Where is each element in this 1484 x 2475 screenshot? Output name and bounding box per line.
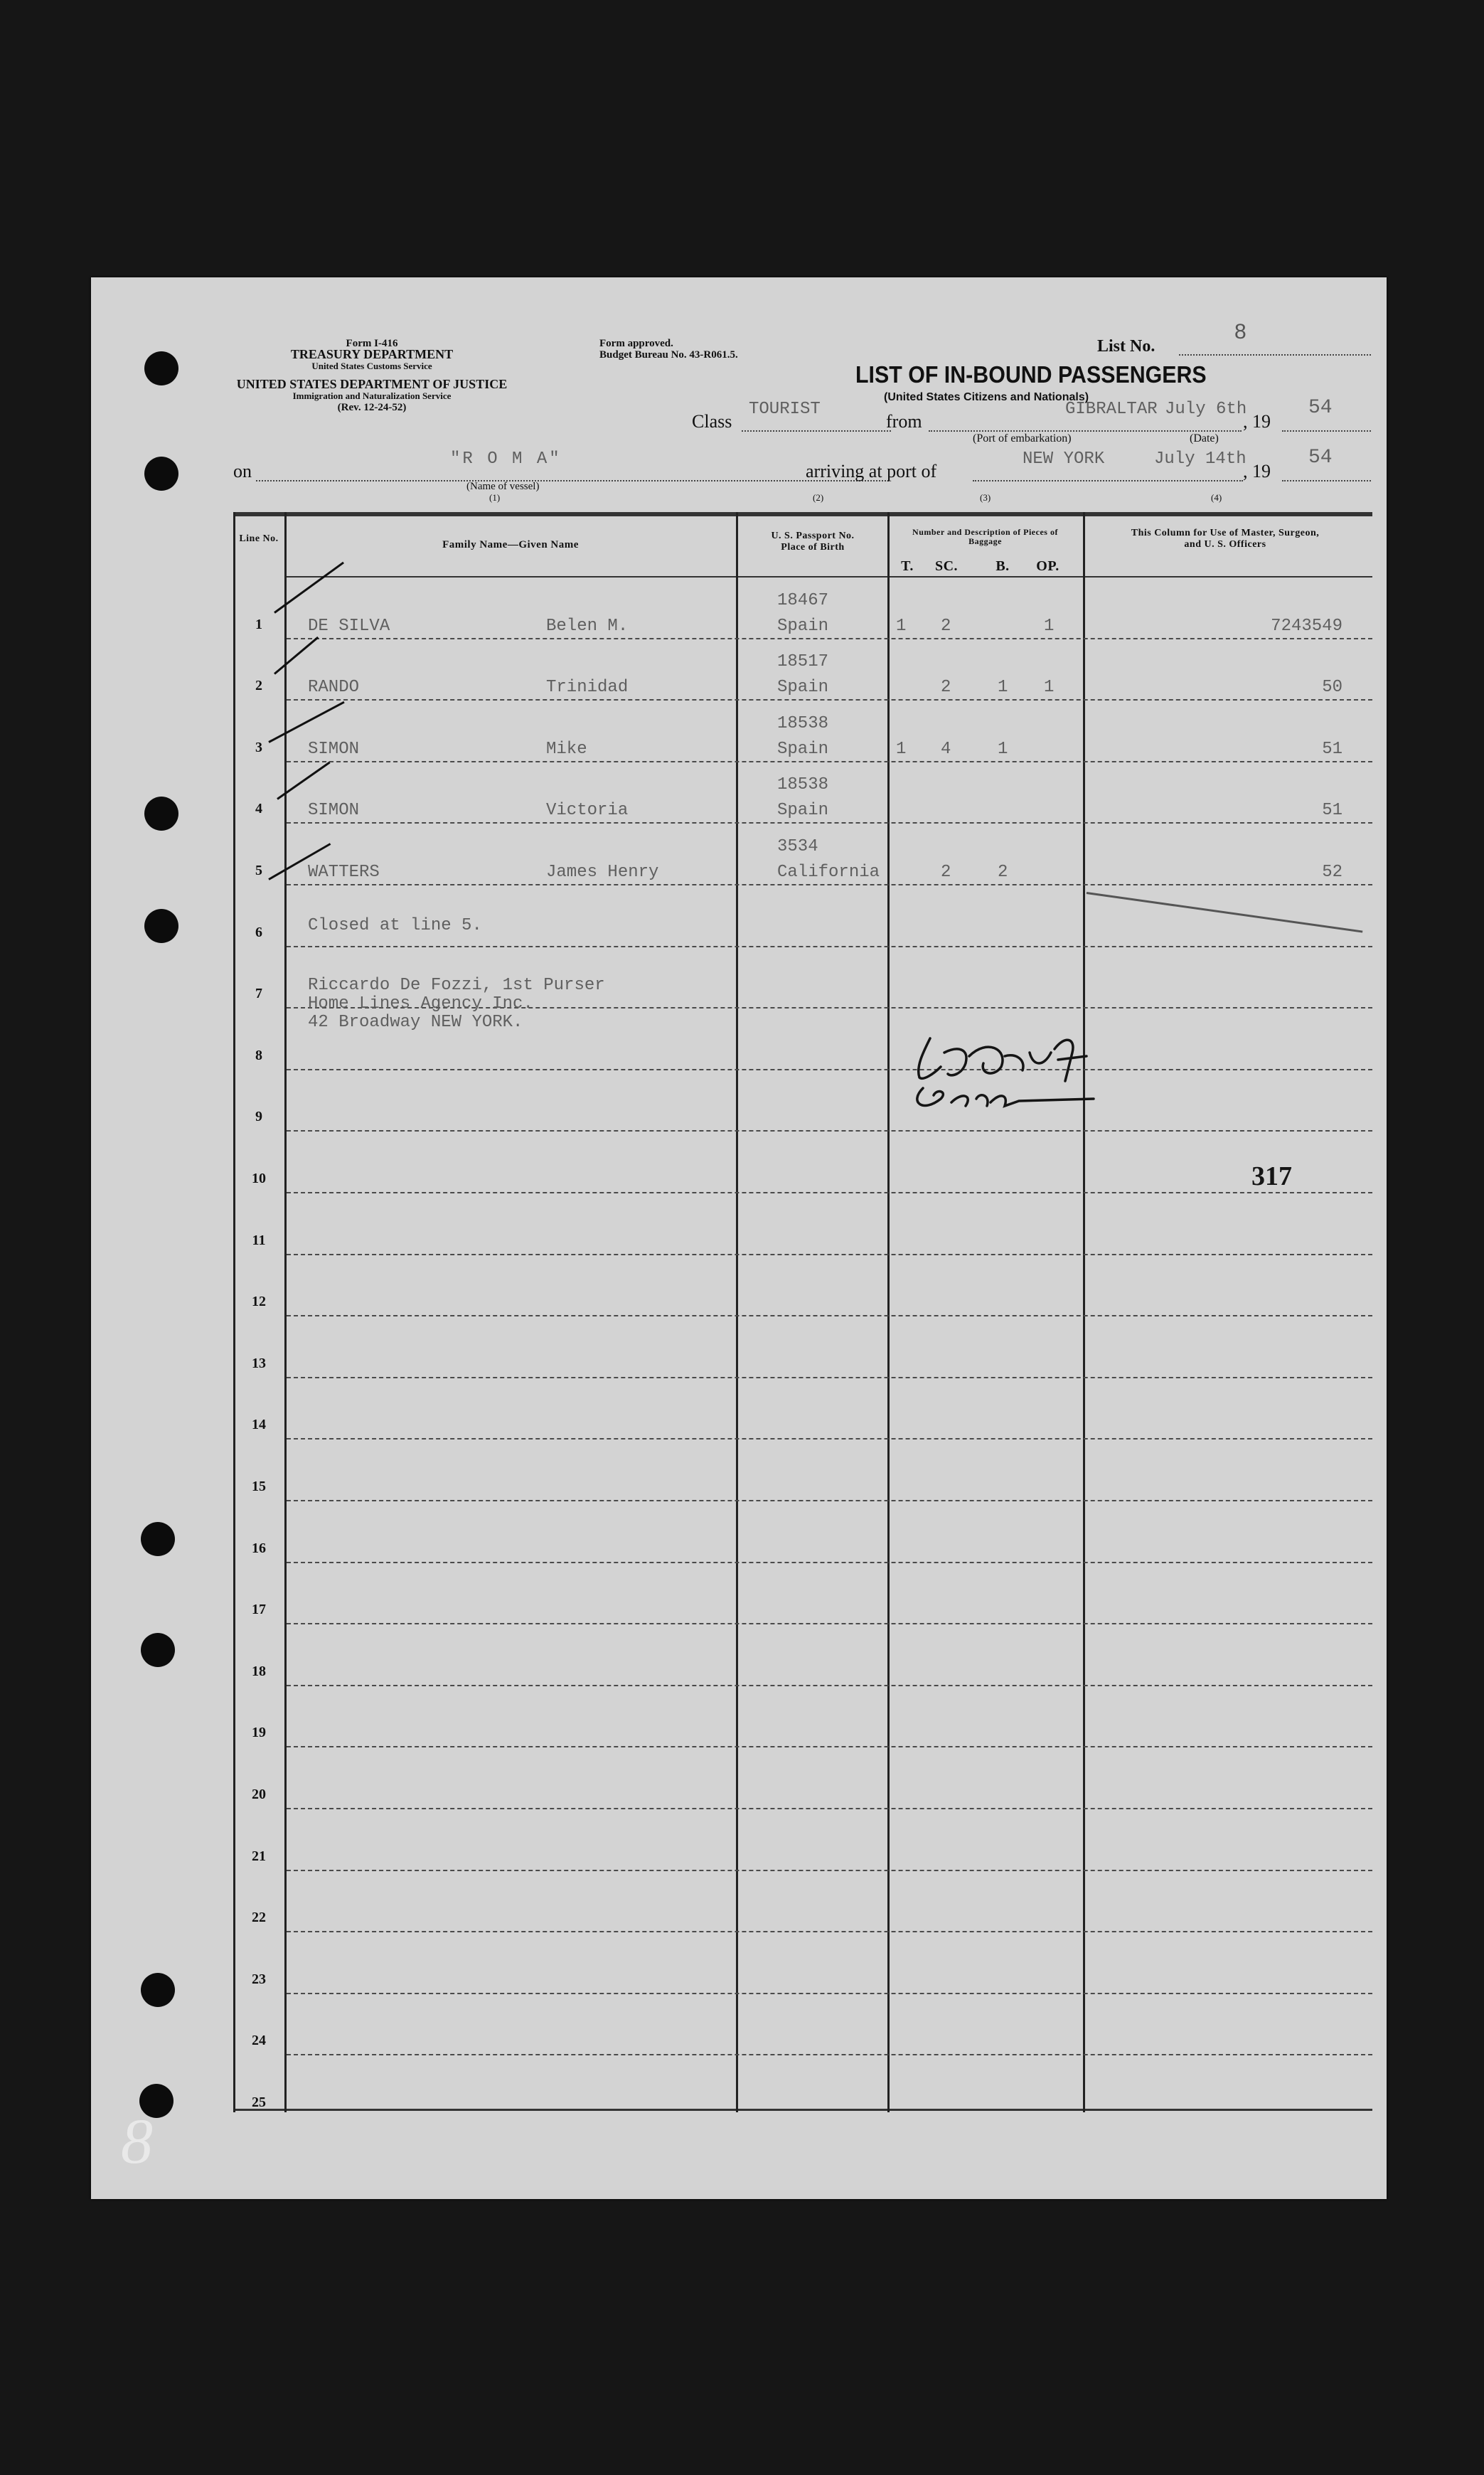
arriving-label: arriving at port of <box>806 461 937 481</box>
row-divider <box>287 946 1372 947</box>
baggage-suitcases: 2 <box>941 616 951 636</box>
baggage-other: 1 <box>1044 616 1055 636</box>
passenger-family-name: DE SILVA <box>308 616 390 636</box>
form-id: Form I-416 <box>346 338 398 349</box>
line-number: 20 <box>252 1787 266 1802</box>
agency-customs: United States Customs Service <box>311 361 432 371</box>
punch-hole <box>144 351 178 385</box>
row-divider <box>287 761 1372 762</box>
class-line <box>742 430 891 432</box>
header-baggage-op: OP. <box>1036 558 1059 574</box>
row-divider <box>287 1623 1372 1624</box>
col-divider-passport <box>887 512 890 2112</box>
vessel-line <box>256 480 889 481</box>
col-divider-line <box>284 512 287 2112</box>
passenger-family-name: RANDO <box>308 678 360 698</box>
line-number: 25 <box>252 2095 266 2110</box>
year-prefix-2: , 19 <box>1243 461 1271 481</box>
line-number: 24 <box>252 2033 266 2049</box>
table-bottom-border <box>233 2109 1372 2111</box>
punch-hole <box>141 1633 175 1667</box>
row-divider <box>287 1192 1372 1193</box>
row-divider <box>287 1130 1372 1132</box>
header-officers: This Column for Use of Master, Surgeon, and U. S. Officers <box>1131 528 1320 550</box>
header-divider <box>284 576 1372 578</box>
baggage-trunks: 1 <box>896 739 907 759</box>
header-baggage: Number and Description of Pieces of Baggage <box>912 527 1058 546</box>
table-top-border <box>233 512 1372 516</box>
col-divider-baggage <box>1083 512 1085 2112</box>
line-number: 3 <box>255 739 262 755</box>
line-number: 19 <box>252 1725 266 1741</box>
caption-1: (1) <box>489 492 501 503</box>
punch-hole <box>144 909 178 943</box>
on-label: on <box>233 461 252 481</box>
form-approved: Form approved. <box>599 338 673 349</box>
line-number: 16 <box>252 1540 266 1556</box>
table-left-border <box>233 512 235 2112</box>
arrival-line <box>973 480 1243 481</box>
line-number: 2 <box>255 678 262 694</box>
passenger-family-name: WATTERS <box>308 863 380 882</box>
punch-hole <box>141 1973 175 2007</box>
baggage-suitcases: 4 <box>941 739 951 759</box>
passenger-birthplace: Spain <box>777 616 829 636</box>
passenger-given-name: Trinidad <box>546 678 629 698</box>
passenger-family-name: SIMON <box>308 739 360 759</box>
purser-line-2: Home Lines Agency Inc. <box>308 994 533 1013</box>
officer-column-value: 50 <box>1322 678 1342 698</box>
officer-column-value: 7243549 <box>1271 616 1342 636</box>
purser-line-1: Riccardo De Fozzi, 1st Purser <box>308 976 605 995</box>
line-number: 6 <box>255 924 262 940</box>
agency-ins: Immigration and Naturalization Service <box>292 390 452 401</box>
baggage-suitcases: 2 <box>941 863 951 882</box>
passenger-given-name: Victoria <box>546 801 629 821</box>
stamp-number: 317 <box>1251 1161 1292 1191</box>
date-caption: (Date) <box>1190 432 1219 445</box>
punch-hole <box>141 1522 175 1556</box>
passenger-family-name: SIMON <box>308 801 360 821</box>
row-divider <box>287 1562 1372 1563</box>
line-number: 22 <box>252 1910 266 1926</box>
row-divider <box>287 1069 1372 1070</box>
passenger-passport-no: 18467 <box>777 590 829 610</box>
row-divider <box>287 1254 1372 1255</box>
row-divider <box>287 1993 1372 1994</box>
class-value: TOURIST <box>749 400 821 419</box>
line-number: 21 <box>252 1848 266 1864</box>
from-line <box>929 430 1242 432</box>
form-page <box>91 277 1387 2199</box>
closing-slash <box>1087 892 1363 933</box>
agency-justice: UNITED STATES DEPARTMENT OF JUSTICE <box>236 377 508 391</box>
arrival-port: NEW YORK <box>1023 449 1105 469</box>
passenger-given-name: James Henry <box>546 863 659 882</box>
header-baggage-t: T. <box>901 558 914 574</box>
row-divider <box>287 1746 1372 1747</box>
form-revision: (Rev. 12-24-52) <box>337 402 407 413</box>
line-number: 10 <box>252 1171 266 1186</box>
passenger-passport-no: 18538 <box>777 775 829 795</box>
row-divider <box>287 638 1372 639</box>
year-line-2 <box>1282 480 1371 481</box>
header-line-no: Line No. <box>239 533 279 544</box>
caption-3: (3) <box>980 492 991 503</box>
line-number: 15 <box>252 1479 266 1494</box>
passenger-birthplace: Spain <box>777 678 829 698</box>
line-number: 17 <box>252 1602 266 1618</box>
line-number: 5 <box>255 863 262 878</box>
row-divider <box>287 1438 1372 1439</box>
baggage-suitcases: 2 <box>941 678 951 698</box>
row-divider <box>287 2054 1372 2055</box>
row-divider <box>287 1870 1372 1871</box>
line-number: 13 <box>252 1355 266 1371</box>
punch-hole <box>144 457 178 491</box>
line-number: 8 <box>255 1047 262 1063</box>
list-no-value: 8 <box>1234 320 1247 344</box>
officer-column-value: 51 <box>1322 801 1342 821</box>
passenger-passport-no: 18538 <box>777 713 829 733</box>
year-prefix-1: , 19 <box>1243 411 1271 432</box>
baggage-trunks: 1 <box>896 616 907 636</box>
margin-note: 8 <box>121 2107 153 2177</box>
caption-4: (4) <box>1211 492 1222 503</box>
list-no-line <box>1179 354 1371 356</box>
row-divider <box>287 1315 1372 1316</box>
check-mark <box>268 701 344 743</box>
class-label: Class <box>692 411 732 432</box>
row-divider <box>287 1808 1372 1809</box>
from-label: from <box>886 411 922 432</box>
check-mark <box>274 637 319 675</box>
line-number: 1 <box>255 616 262 632</box>
row-divider <box>287 1500 1372 1501</box>
line-number: 9 <box>255 1109 262 1125</box>
page-title: LIST OF IN-BOUND PASSENGERS <box>855 361 1207 388</box>
budget-bureau: Budget Bureau No. 43-R061.5. <box>599 349 738 361</box>
officer-column-value: 51 <box>1322 739 1342 759</box>
baggage-bags: 1 <box>998 678 1008 698</box>
arrival-date: July 14th <box>1154 449 1247 469</box>
officer-column-value: 52 <box>1322 863 1342 882</box>
col-divider-name <box>736 512 738 2112</box>
row-divider <box>287 884 1372 885</box>
header-baggage-b: B. <box>995 558 1010 574</box>
list-no-label: List No. <box>1097 337 1155 356</box>
row-divider <box>287 822 1372 824</box>
line-number: 4 <box>255 801 262 817</box>
year-1: 54 <box>1308 397 1333 419</box>
vessel-caption: (Name of vessel) <box>466 481 540 492</box>
port-embark-caption: (Port of embarkation) <box>973 432 1072 445</box>
signature <box>902 1024 1129 1117</box>
baggage-other: 1 <box>1044 678 1055 698</box>
agency-treasury: TREASURY DEPARTMENT <box>290 347 454 361</box>
row-divider <box>287 1377 1372 1378</box>
passenger-given-name: Mike <box>546 739 587 759</box>
vessel-name: "R O M A" <box>450 449 562 469</box>
line-number: 14 <box>252 1417 266 1433</box>
year-line-1 <box>1282 430 1371 432</box>
passenger-birthplace: Spain <box>777 739 829 759</box>
header-family-name: Family Name—Given Name <box>442 539 579 550</box>
passenger-passport-no: 18517 <box>777 652 829 672</box>
line-number: 7 <box>255 986 262 1002</box>
from-date: July 6th <box>1165 400 1247 419</box>
row-divider <box>287 1685 1372 1686</box>
row-divider <box>287 1931 1372 1932</box>
passenger-given-name: Belen M. <box>546 616 629 636</box>
caption-2: (2) <box>813 492 824 503</box>
header-baggage-sc: SC. <box>934 558 959 574</box>
line-number: 12 <box>252 1294 266 1310</box>
year-2: 54 <box>1308 447 1333 469</box>
baggage-bags: 1 <box>998 739 1008 759</box>
line-number: 11 <box>252 1232 266 1248</box>
row-divider <box>287 699 1372 701</box>
closed-note: Closed at line 5. <box>308 916 482 935</box>
page-subtitle: (United States Citizens and Nationals) <box>884 391 1089 403</box>
line-number: 23 <box>252 1971 266 1987</box>
header-passport: U. S. Passport No. Place of Birth <box>771 531 855 553</box>
punch-hole <box>144 797 178 831</box>
baggage-bags: 2 <box>998 863 1008 882</box>
passenger-birthplace: California <box>777 863 880 882</box>
passenger-birthplace: Spain <box>777 801 829 821</box>
from-port: GIBRALTAR <box>1065 400 1158 419</box>
purser-line-3: 42 Broadway NEW YORK. <box>308 1013 523 1032</box>
line-number: 18 <box>252 1663 266 1679</box>
passenger-passport-no: 3534 <box>777 837 818 856</box>
